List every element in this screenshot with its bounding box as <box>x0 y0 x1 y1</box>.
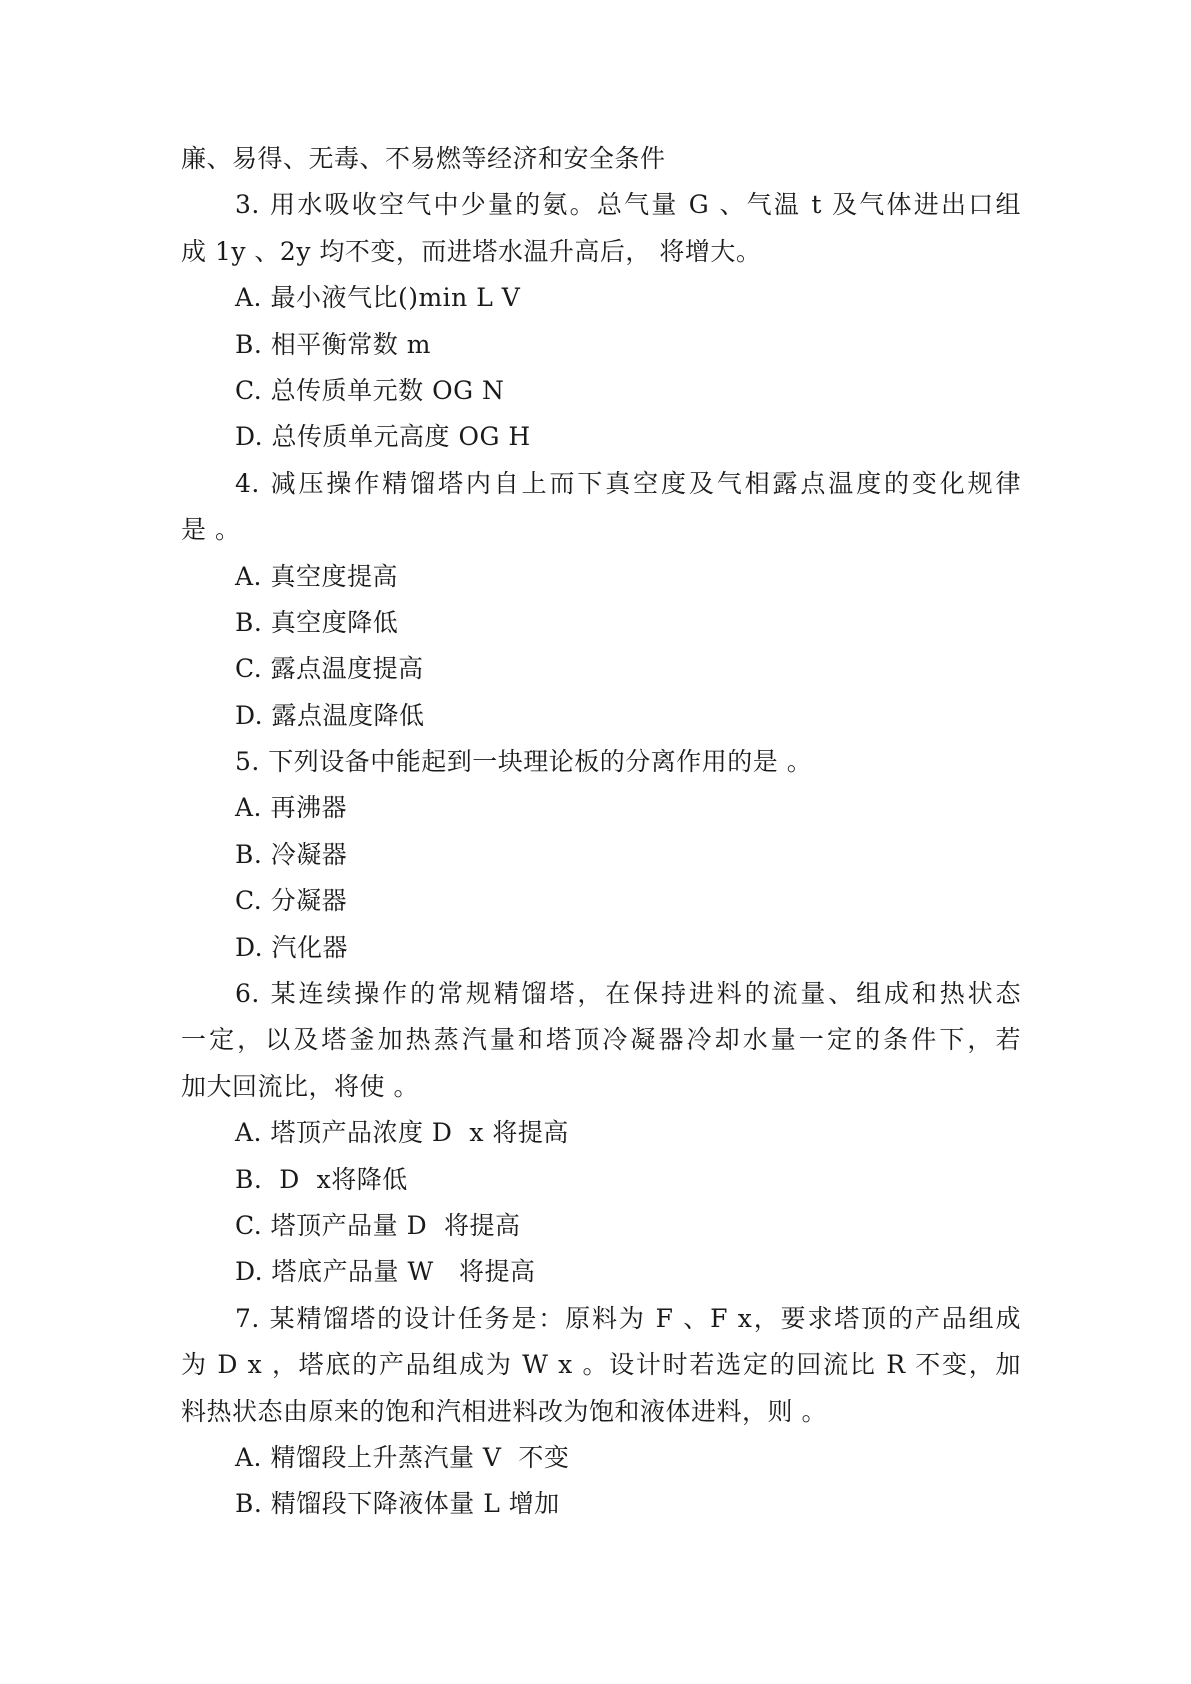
text-line: 6. 某连续操作的常规精馏塔，在保持进料的流量、组成和热状态 <box>235 979 1021 1009</box>
text-line: A. 再沸器 <box>235 793 347 823</box>
text-line: C. 总传质单元数 OG N <box>235 375 505 405</box>
text-line: D. 汽化器 <box>235 932 349 962</box>
text-line: C. 露点温度提高 <box>235 654 424 684</box>
text-line: 5. 下列设备中能起到一块理论板的分离作用的是 。 <box>235 747 813 777</box>
text-line: A. 真空度提高 <box>235 561 398 591</box>
text-line: D. 塔底产品量 W 将提高 <box>235 1257 536 1287</box>
text-line: 廉、易得、无毒、不易燃等经济和安全条件 <box>181 144 666 173</box>
text-line: 成 1y 、2y 均不变，而进塔水温升高后， 将增大。 <box>181 236 762 266</box>
text-line: C. 分凝器 <box>235 886 348 916</box>
text-line: 是 。 <box>181 515 241 545</box>
text-line: 加大回流比，将使 。 <box>181 1071 419 1101</box>
text-line: A. 塔顶产品浓度 D x 将提高 <box>235 1118 569 1148</box>
text-line: B. D x将降低 <box>235 1164 408 1194</box>
text-line: B. 冷凝器 <box>235 839 348 869</box>
text-line: B. 真空度降低 <box>235 607 399 637</box>
text-line: B. 相平衡常数 m <box>235 329 431 359</box>
text-line: A. 最小液气比()min L V <box>235 283 521 313</box>
text-line: D. 总传质单元高度 OG H <box>235 422 531 452</box>
text-line: B. 精馏段下降液体量 L 增加 <box>235 1489 560 1519</box>
text-line: 4. 减压操作精馏塔内自上而下真空度及气相露点温度的变化规律 <box>235 468 1021 498</box>
text-line: A. 精馏段上升蒸汽量 V 不变 <box>235 1442 570 1472</box>
text-line: 料热状态由原来的饱和汽相进料改为饱和液体进料，则 。 <box>181 1396 827 1426</box>
text-line: 3. 用水吸收空气中少量的氨。总气量 G 、气温 t 及气体进出口组 <box>235 190 1021 220</box>
text-line: 一定，以及塔釜加热蒸汽量和塔顶冷凝器冷却水量一定的条件下，若 <box>181 1025 1021 1055</box>
text-line: C. 塔顶产品量 D 将提高 <box>235 1210 521 1240</box>
text-line: 7. 某精馏塔的设计任务是：原料为 F 、F x，要求塔顶的产品组成 <box>235 1303 1021 1333</box>
text-line: 为 D x ，塔底的产品组成为 W x 。设计时若选定的回流比 R 不变，加 <box>181 1350 1021 1380</box>
text-line: D. 露点温度降低 <box>235 700 425 730</box>
document-body <box>181 136 1021 1528</box>
